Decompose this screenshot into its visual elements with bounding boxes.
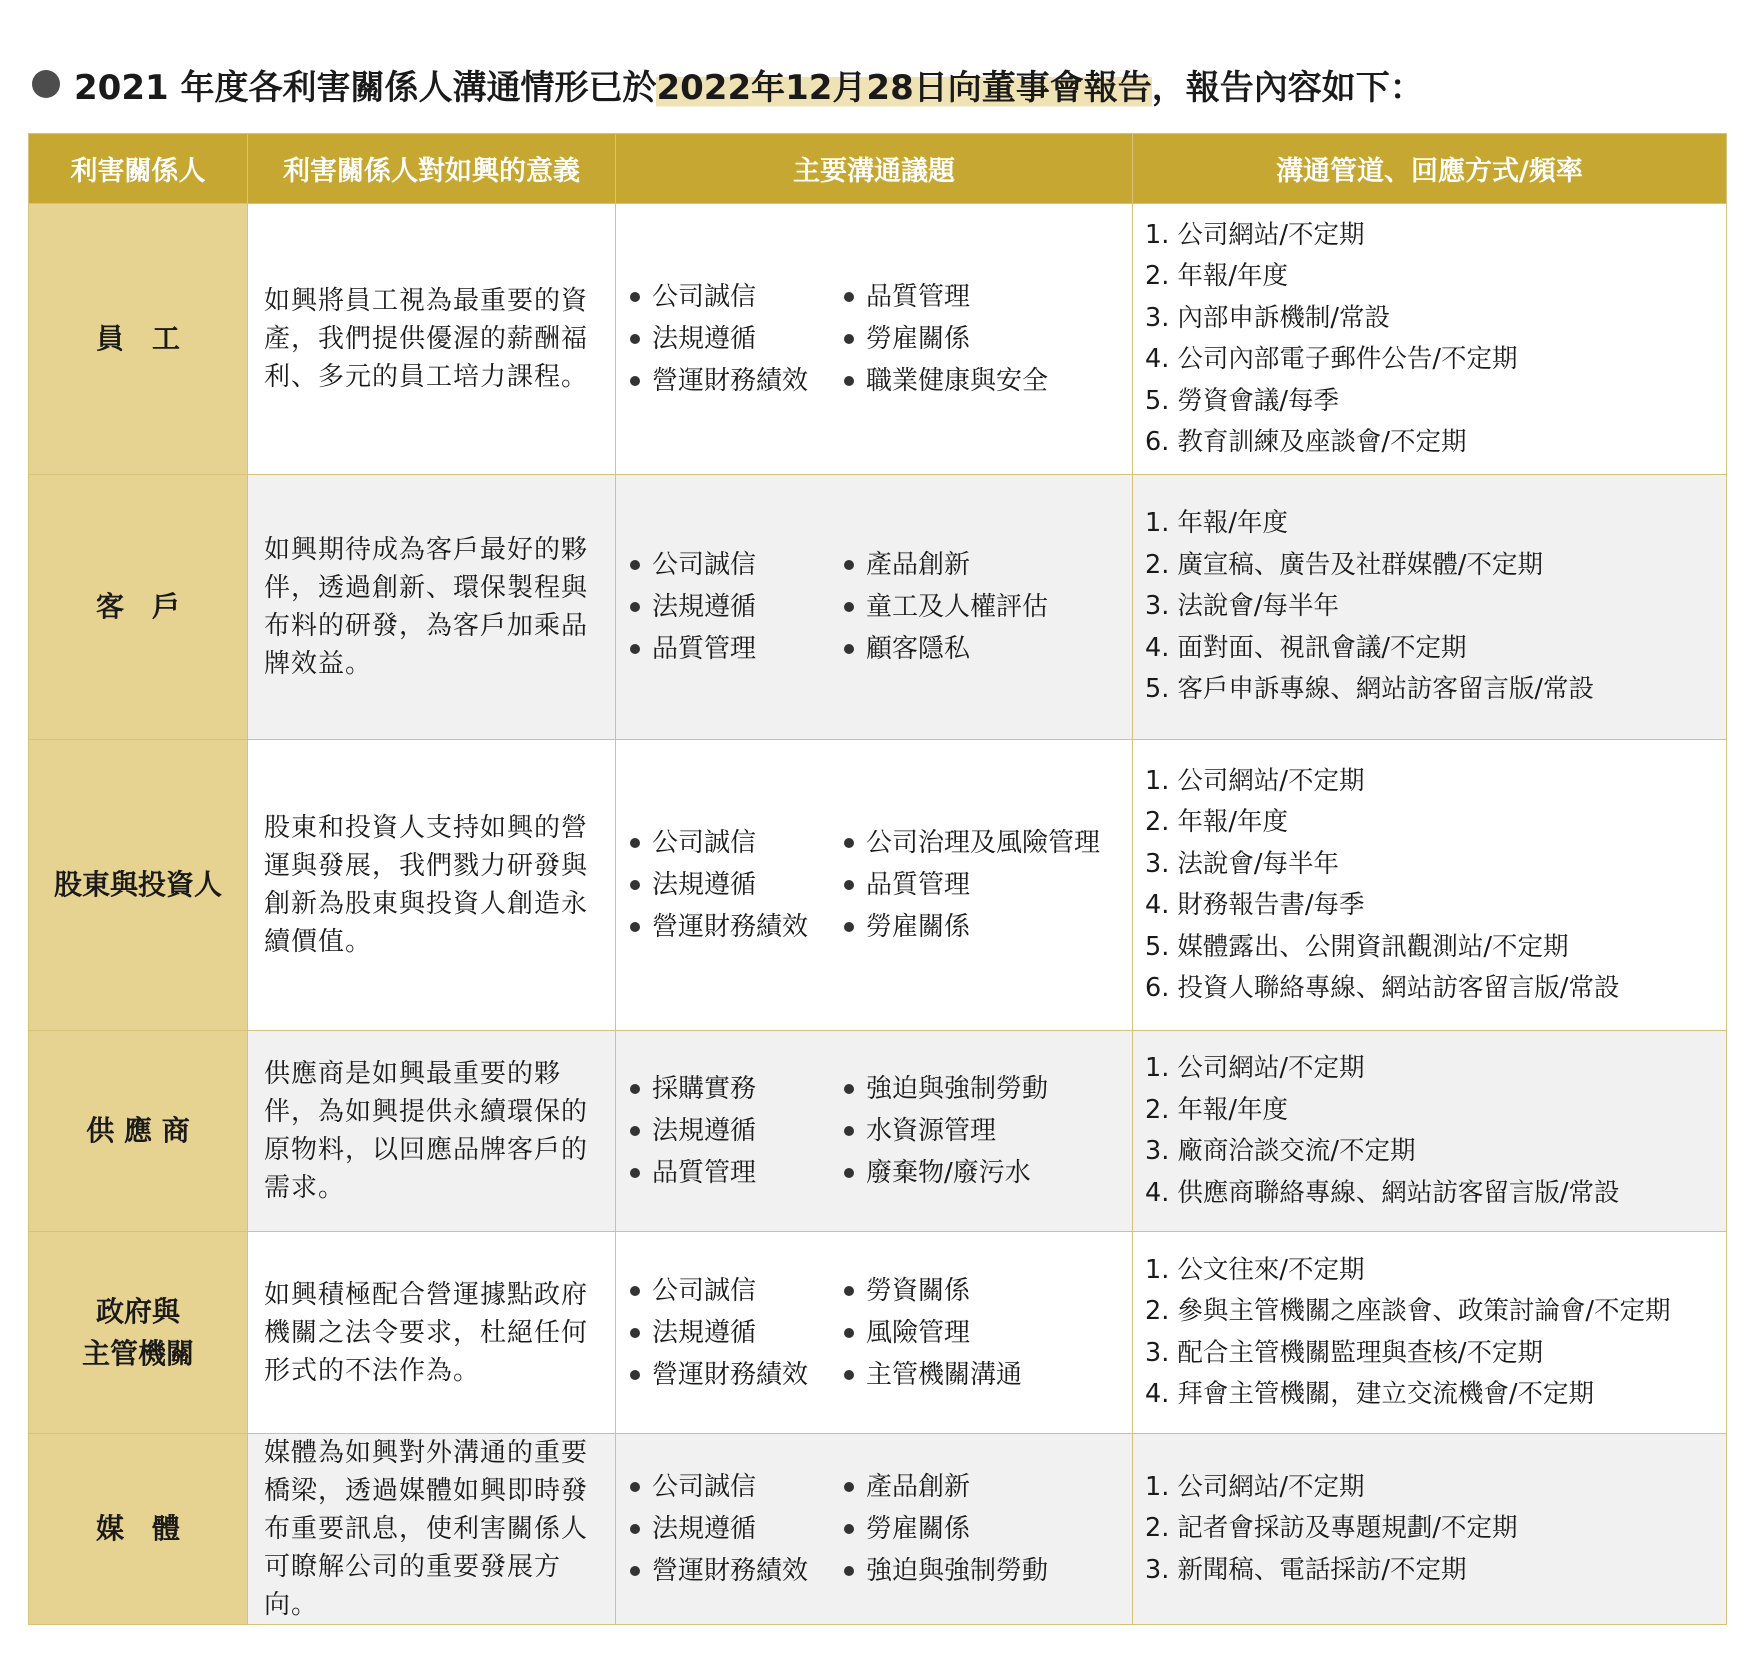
topics-cell: [616, 204, 1133, 475]
bullet-icon: [630, 1286, 640, 1296]
channel-item: 4. 供應商聯絡專線、網站訪客留言版/常設: [1145, 1177, 1620, 1208]
meaning-text: 媒體為如興對外溝通的重要橋梁，透過媒體如興即時發布重要訊息，使利害關係人可瞭解公司的重要發展方向。: [264, 1438, 589, 1620]
topic-label: 法規遵循: [652, 1317, 757, 1348]
bullet-icon: [630, 922, 640, 932]
topic-label: 勞雇關係: [866, 912, 971, 942]
channel-item: 2. 年報/年度: [1145, 1094, 1289, 1125]
bullet-icon: [844, 1328, 854, 1338]
channel-item: 3. 法說會/每半年: [1145, 848, 1340, 879]
channel-item: 4. 拜會主管機關，建立交流機會/不定期: [1145, 1379, 1595, 1409]
channel-item: 4. 財務報告書/每季: [1145, 890, 1365, 920]
topic-label: 營運財務績效: [652, 912, 809, 942]
header-channels: 溝通管道、回應方式/頻率: [1133, 134, 1727, 204]
channel-item: 1. 公司網站/不定期: [1145, 1471, 1365, 1502]
topic-item: [844, 864, 1134, 906]
topic-item: [630, 1354, 844, 1396]
meaning-text: 如興期待成為客戶最好的夥伴，透過創新、環保製程與布料的研發，為客戶加乘品牌效益。: [264, 535, 589, 679]
topics-list: [630, 1270, 1132, 1396]
topics-list: [630, 276, 1132, 402]
topic-label: 公司誠信: [652, 550, 757, 580]
channel-item: 1. 公司網站/不定期: [1145, 765, 1365, 796]
stakeholder-name: 供 應 商: [86, 1114, 190, 1147]
topic-item: [630, 1270, 844, 1312]
bullet-icon: [844, 292, 854, 302]
meaning-text: 股東和投資人支持如興的營運與發展，我們戮力研發與創新為股東與投資人創造永續價值。: [264, 813, 589, 957]
channel-item: 4. 面對面、視訊會議/不定期: [1145, 632, 1467, 663]
topic-item: [844, 1466, 1134, 1508]
topics-list: [630, 822, 1132, 948]
topic-item: [844, 1312, 1134, 1354]
bullet-icon: [844, 1482, 854, 1492]
topic-label: 法規遵循: [652, 1116, 757, 1146]
bullet-icon: [844, 1566, 854, 1576]
table-row: [29, 475, 1727, 740]
channel-item: 3. 新聞稿、電話採訪/不定期: [1145, 1554, 1467, 1585]
topic-label: 公司誠信: [652, 1472, 757, 1502]
topic-item: [844, 276, 1134, 318]
topic-item: [630, 1550, 844, 1592]
topic-item: [630, 544, 844, 586]
topics-list: [630, 544, 1132, 670]
channel-item: 4. 公司內部電子郵件公告/不定期: [1145, 344, 1518, 374]
topic-label: 品質管理: [652, 634, 757, 664]
topic-item: [844, 1354, 1134, 1396]
topics-cell: [616, 1232, 1133, 1434]
topic-label: 公司誠信: [652, 828, 757, 858]
channel-item: 3. 廠商洽談交流/不定期: [1145, 1136, 1416, 1166]
bullet-icon: [630, 1482, 640, 1492]
heading-suffix: ，報告內容如下：: [1151, 67, 1424, 108]
stakeholder-name: 員 工: [95, 322, 180, 355]
channel-item: 5. 勞資會議/每季: [1145, 385, 1340, 416]
bullet-icon: [630, 1370, 640, 1380]
channel-item: 2. 廣宣稿、廣告及社群媒體/不定期: [1145, 549, 1544, 580]
meaning-text: 供應商是如興最重要的夥伴，為如興提供永續環保的原物料，以回應品牌客戶的需求。: [264, 1059, 589, 1203]
meaning-cell: [248, 204, 616, 475]
topic-label: 公司誠信: [652, 1275, 757, 1306]
bullet-icon: [844, 1084, 854, 1094]
topic-label: 採購實務: [652, 1074, 757, 1104]
topic-item: [844, 628, 1134, 670]
topic-item: [630, 1152, 844, 1194]
table-body: [29, 204, 1727, 1625]
meaning-cell: [248, 475, 616, 740]
channels-cell: [1133, 1031, 1727, 1232]
bullet-icon: [844, 1286, 854, 1296]
heading-highlight: 2022年12月28日向董事會報告: [656, 60, 1151, 109]
bullet-dot-icon: [32, 70, 60, 98]
topic-item: [630, 864, 844, 906]
bullet-icon: [844, 922, 854, 932]
stakeholder-name-cell: [29, 204, 248, 475]
meaning-cell: [248, 1232, 616, 1434]
topic-label: 公司誠信: [652, 282, 757, 312]
topic-item: [630, 276, 844, 318]
channels-cell: [1133, 204, 1727, 475]
table-row: [29, 740, 1727, 1031]
topics-cell: [616, 475, 1133, 740]
channel-item: 6. 投資人聯絡專線、網站訪客留言版/常設: [1145, 973, 1620, 1003]
topic-label: 法規遵循: [652, 592, 757, 622]
bullet-icon: [630, 334, 640, 344]
meaning-cell: [248, 1434, 616, 1625]
bullet-icon: [844, 1370, 854, 1380]
topic-item: [630, 906, 844, 948]
topic-label: 法規遵循: [652, 324, 757, 354]
topic-label: 風險管理: [866, 1317, 971, 1348]
bullet-icon: [630, 1566, 640, 1576]
channels-cell: [1133, 1434, 1727, 1625]
stakeholder-table: [28, 133, 1727, 1625]
stakeholder-name-cell: [29, 475, 248, 740]
stakeholder-name: 媒 體: [95, 1512, 180, 1545]
header-meaning: 利害關係人對如興的意義: [248, 134, 616, 204]
bullet-icon: [630, 292, 640, 302]
stakeholder-name-cell: [29, 1434, 248, 1625]
topic-item: [844, 586, 1134, 628]
channel-item: 5. 客戶申訴專線、網站訪客留言版/常設: [1145, 674, 1595, 705]
channel-item: 1. 公文往來/不定期: [1145, 1254, 1365, 1285]
page-heading: [32, 56, 1424, 112]
topic-item: [844, 1110, 1134, 1152]
table-row: [29, 204, 1727, 475]
topic-item: [844, 360, 1134, 402]
topic-label: 產品創新: [866, 550, 971, 580]
topic-item: [630, 822, 844, 864]
channel-item: 1. 公司網站/不定期: [1145, 219, 1365, 250]
stakeholder-name: 股東與投資人: [53, 868, 222, 901]
stakeholder-name-cell: [29, 1031, 248, 1232]
topic-label: 營運財務績效: [652, 1359, 809, 1390]
stakeholder-name-cell: [29, 1232, 248, 1434]
topic-label: 勞雇關係: [866, 324, 971, 354]
topic-item: [630, 628, 844, 670]
topic-item: [630, 586, 844, 628]
channels-cell: [1133, 740, 1727, 1031]
topic-label: 營運財務績效: [652, 1556, 809, 1586]
topic-label: 品質管理: [652, 1158, 757, 1188]
topic-item: [630, 1508, 844, 1550]
channel-item: 2. 年報/年度: [1145, 261, 1289, 291]
topic-label: 法規遵循: [652, 870, 757, 900]
channel-item: 6. 教育訓練及座談會/不定期: [1145, 427, 1467, 457]
channel-item: 1. 年報/年度: [1145, 508, 1289, 539]
channel-item: 3. 內部申訴機制/常設: [1145, 302, 1391, 333]
topics-cell: [616, 1031, 1133, 1232]
topic-item: [630, 1068, 844, 1110]
bullet-icon: [630, 1328, 640, 1338]
bullet-icon: [844, 1524, 854, 1534]
stakeholder-name: 客 戶: [95, 590, 180, 623]
topic-label: 童工及人權評估: [866, 592, 1049, 622]
meaning-cell: [248, 740, 616, 1031]
channel-item: 1. 公司網站/不定期: [1145, 1053, 1365, 1083]
channel-item: 2. 記者會採訪及專題規劃/不定期: [1145, 1513, 1518, 1544]
bullet-icon: [630, 602, 640, 612]
bullet-icon: [844, 838, 854, 848]
bullet-icon: [630, 1168, 640, 1178]
channel-item: 3. 配合主管機關監理與查核/不定期: [1145, 1337, 1544, 1368]
bullet-icon: [630, 560, 640, 570]
meaning-cell: [248, 1031, 616, 1232]
topic-item: [844, 1068, 1134, 1110]
topic-item: [844, 1152, 1134, 1194]
topic-label: 品質管理: [866, 870, 971, 900]
heading-prefix: 2021 年度各利害關係人溝通情形已於: [74, 67, 657, 108]
bullet-icon: [630, 1126, 640, 1136]
topic-item: [844, 1508, 1134, 1550]
channel-item: 5. 媒體露出、公開資訊觀測站/不定期: [1145, 931, 1569, 962]
meaning-text: 如興將員工視為最重要的資產，我們提供優渥的薪酬福利、多元的員工培力課程。: [264, 286, 589, 392]
bullet-icon: [844, 560, 854, 570]
topic-label: 水資源管理: [866, 1116, 997, 1146]
bullet-icon: [630, 644, 640, 654]
topic-item: [844, 906, 1134, 948]
table-row: [29, 1434, 1727, 1625]
bullet-icon: [844, 880, 854, 890]
bullet-icon: [844, 602, 854, 612]
topic-item: [630, 1110, 844, 1152]
table-row: [29, 1031, 1727, 1232]
bullet-icon: [844, 376, 854, 386]
bullet-icon: [844, 1168, 854, 1178]
bullet-icon: [630, 838, 640, 848]
topic-item: [630, 1466, 844, 1508]
stakeholder-name-cell: [29, 740, 248, 1031]
bullet-icon: [844, 644, 854, 654]
topic-label: 品質管理: [866, 282, 971, 312]
topic-label: 主管機關溝通: [866, 1359, 1023, 1390]
topic-label: 職業健康與安全: [866, 366, 1049, 396]
topic-label: 營運財務績效: [652, 366, 809, 396]
header-topics: 主要溝通議題: [616, 134, 1133, 204]
topics-cell: [616, 1434, 1133, 1625]
topic-item: [844, 1550, 1134, 1592]
topic-item: [844, 544, 1134, 586]
topic-label: 強迫與強制勞動: [866, 1556, 1049, 1586]
topic-label: 勞資關係: [866, 1275, 971, 1306]
topics-list: [630, 1068, 1132, 1194]
topic-item: [630, 318, 844, 360]
topic-item: [630, 1312, 844, 1354]
topic-label: 產品創新: [866, 1472, 971, 1502]
bullet-icon: [630, 376, 640, 386]
topic-label: 法規遵循: [652, 1514, 757, 1544]
topic-label: 強迫與強制勞動: [866, 1074, 1049, 1104]
meaning-text: 如興積極配合營運據點政府機關之法令要求，杜絕任何形式的不法作為。: [264, 1279, 589, 1386]
channel-item: 2. 年報/年度: [1145, 807, 1289, 837]
bullet-icon: [844, 1126, 854, 1136]
channel-item: 2. 參與主管機關之座談會、政策討論會/不定期: [1145, 1296, 1671, 1326]
topic-label: 廢棄物/廢污水: [866, 1158, 1031, 1188]
bullet-icon: [630, 1084, 640, 1094]
topic-label: 公司治理及風險管理: [866, 828, 1101, 858]
channel-item: 3. 法說會/每半年: [1145, 591, 1340, 622]
table-row: [29, 1232, 1727, 1434]
topics-list: [630, 1466, 1132, 1592]
bullet-icon: [844, 334, 854, 344]
topic-item: [844, 822, 1134, 864]
channels-cell: [1133, 475, 1727, 740]
bullet-icon: [630, 880, 640, 890]
stakeholder-name: 政府與 主管機關: [81, 1294, 194, 1370]
topic-item: [844, 318, 1134, 360]
channels-cell: [1133, 1232, 1727, 1434]
bullet-icon: [630, 1524, 640, 1534]
table-header-row: [29, 134, 1727, 204]
topic-label: 顧客隱私: [866, 634, 971, 664]
topics-cell: [616, 740, 1133, 1031]
topic-item: [844, 1270, 1134, 1312]
header-stakeholder: 利害關係人: [29, 134, 248, 204]
topic-item: [630, 360, 844, 402]
topic-label: 勞雇關係: [866, 1514, 971, 1544]
